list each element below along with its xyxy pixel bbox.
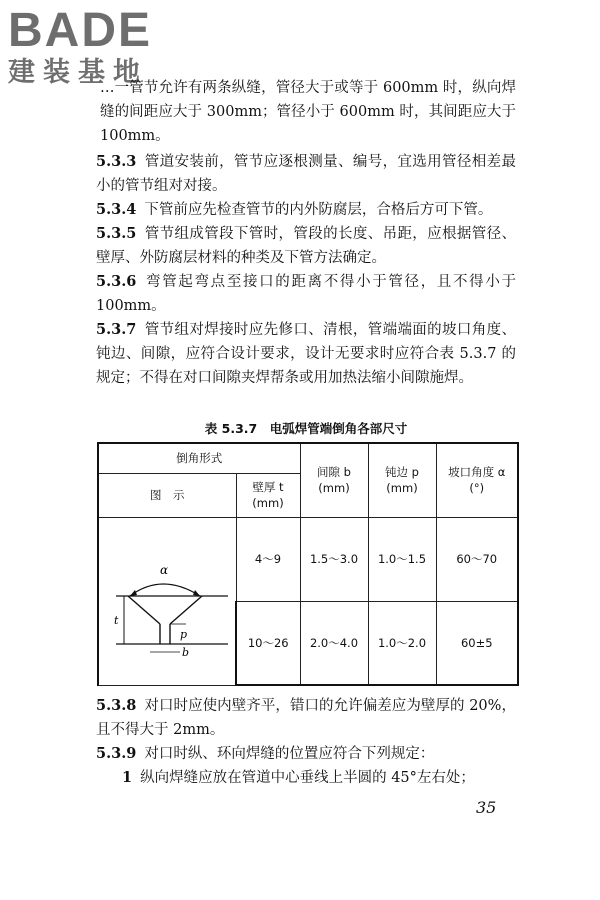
cell-gap: 1.5～3.0 [300,517,368,601]
header-angle-label: 坡口角度 α [448,465,506,480]
clause-5-3-5 [96,222,516,270]
header-gap [300,443,368,517]
label-p: p [180,628,188,641]
header-bevel-form: 倒角形式 [98,443,300,473]
clause-number: 5.3.3 [96,153,137,170]
header-gap-unit: (mm) [318,481,350,496]
bevel-face-right [170,596,202,624]
header-angle-unit: (°) [469,481,485,496]
item-number: 1 [122,769,133,786]
header-wall-label: 壁厚 t [252,480,284,494]
label-t: t [114,614,119,627]
clause-5-3-8 [96,694,516,742]
header-blunt-unit: (mm) [386,481,418,496]
paragraph-continuation [100,76,516,148]
clause-5-3-3 [96,150,516,198]
logo-text-site: 建装基地 [8,57,148,88]
header-wall [236,473,300,517]
clause-number: 5.3.9 [96,745,137,762]
bevel-face-left [128,596,160,624]
v-groove-diagram [102,526,232,676]
cell-angle: 60±5 [436,601,518,685]
cell-blunt: 1.0～1.5 [368,517,436,601]
table-row [98,517,518,601]
cell-angle: 60～70 [436,517,518,601]
cell-blunt: 1.0～2.0 [368,601,436,685]
table-title: 表 5.3.7 电弧焊管端倒角各部尺寸 [204,421,408,436]
arc-arrow-left [130,590,137,596]
clause-5-3-4 [96,198,516,222]
clause-number: 5.3.6 [96,273,137,290]
clause-text: 管道安装前，管节应逐根测量、编号，宜选用管径相差最小的管节组对对接。 [96,154,516,194]
clause-number: 5.3.5 [96,225,137,242]
clause-text: 对口时应使内壁齐平，错口的允许偏差应为壁厚的 20%，且不得大于 2mm。 [96,698,516,738]
header-angle [436,443,518,517]
cell-wall: 10～26 [236,601,300,685]
label-b: b [182,646,190,659]
clause-number: 5.3.7 [96,321,137,338]
paragraph-text: …一管节允许有两条纵缝，管径大于或等于 600mm 时，纵向焊缝的间距应大于 300mm；管径小于 600mm 时，其间距应大于 100mm。 [100,80,516,144]
bevel-dimensions-table [97,442,519,686]
clause-5-3-7 [96,318,516,390]
cell-wall: 4～9 [236,517,300,601]
clause-5-3-6 [96,270,516,318]
page-number: 35 [476,798,497,817]
clause-text: 管节组成管段下管时，管段的长度、吊距，应根据管径、壁厚、外防腐层材料的种类及下管方法确定。 [96,226,516,266]
clause-text: 下管前应先检查管节的内外防腐层，合格后方可下管。 [144,202,493,218]
header-diagram: 图 示 [98,473,236,517]
clause-text: 管节组对焊接时应先修口、清根，管端端面的坡口角度、钝边、间隙，应符合设计要求，设计无要求时应符合表 5.3.7 的规定；不得在对口间隙夹焊帮条或用加热法缩小间隙施焊。 [96,322,516,386]
header-gap-label: 间隙 b [317,465,351,480]
header-blunt-label: 钝边 p [385,465,419,480]
label-alpha: α [160,563,169,577]
clause-text: 对口时纵、环向焊缝的位置应符合下列规定： [144,746,435,762]
arc-arrow-right [193,590,200,596]
angle-arc [130,584,200,596]
item-text: 纵向焊缝应放在管道中心垂线上半圆的 45°左右处； [140,770,475,786]
clause-number: 5.3.8 [96,697,137,714]
clause-5-3-9-item-1 [122,766,516,790]
clause-text: 弯管起弯点至接口的距离不得小于管径，且不得小于 100mm。 [96,274,516,314]
logo-text-bade: BADE [8,4,153,57]
clause-5-3-9 [96,742,516,766]
cell-gap: 2.0～4.0 [300,601,368,685]
bevel-diagram-cell [98,517,236,685]
header-blunt [368,443,436,517]
clause-number: 5.3.4 [96,201,137,218]
header-wall-unit: (mm) [252,496,284,510]
